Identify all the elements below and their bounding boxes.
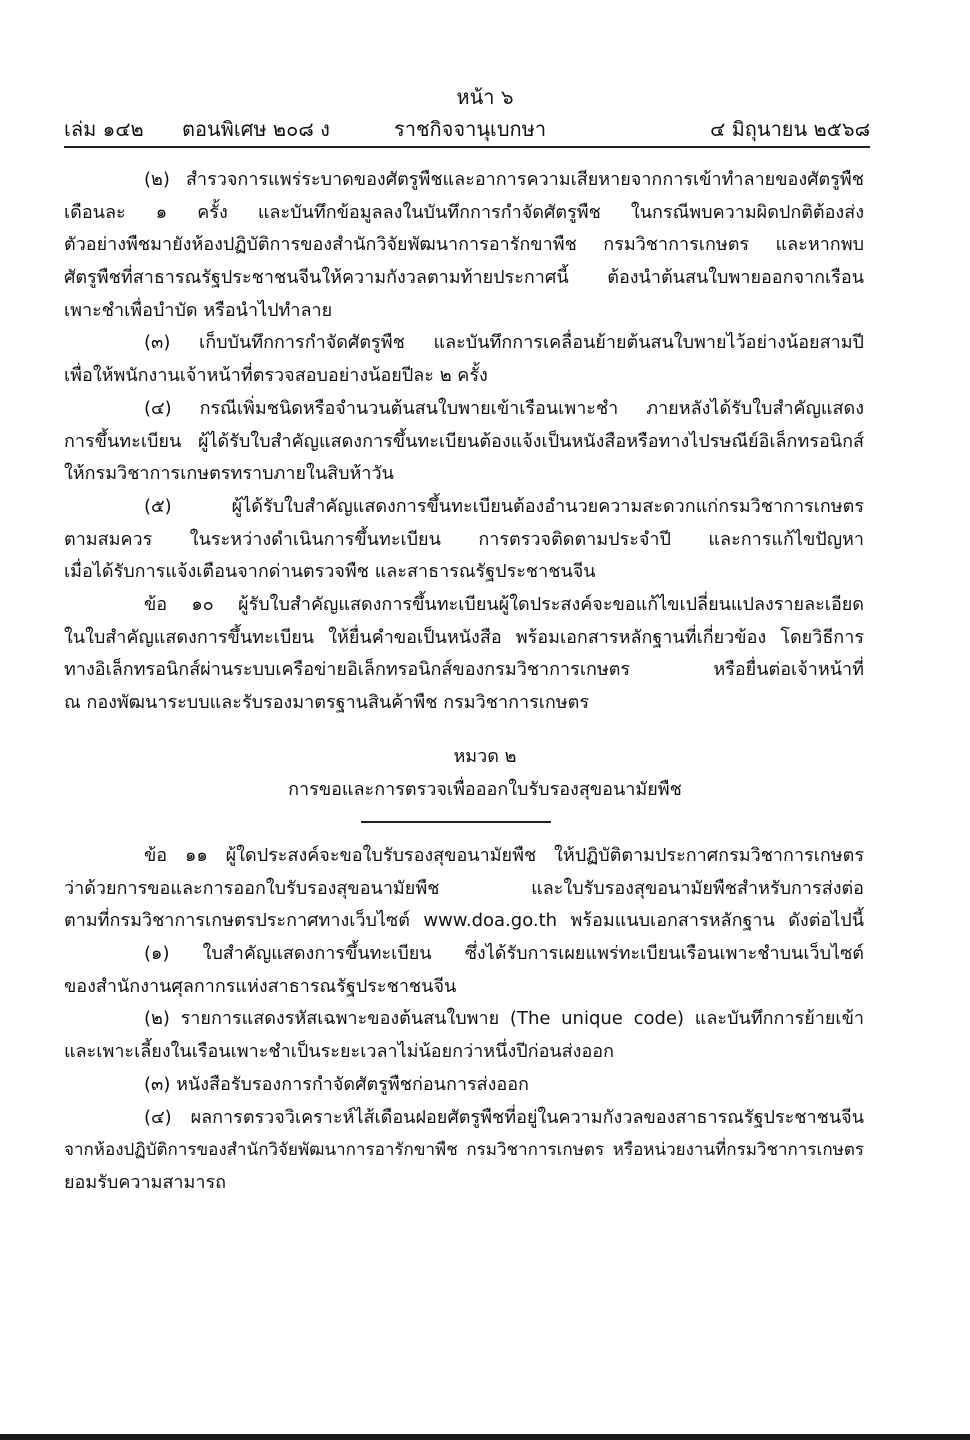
- text-line: ตามสมควร ในระหว่างดำเนินการขึ้นทะเบียน การตรวจติดตามประจำปี และการแก้ไขปัญหา: [64, 528, 864, 550]
- chapter-number: หมวด ๒: [453, 746, 517, 767]
- issue-label: ตอนพิเศษ ๒๐๘ ง: [182, 117, 330, 141]
- text-line: ข้อ ๑๐ ผู้รับใบสำคัญแสดงการขึ้นทะเบียนผู้ใดประสงค์จะขอแก้ไขเปลี่ยนแปลงรายละเอียด: [144, 593, 864, 615]
- chapter-title: การขอและการตรวจเพื่อออกใบรับรองสุขอนามัยพืช: [288, 779, 682, 800]
- text-line: (๓) หนังสือรับรองการกำจัดศัตรูพืชก่อนการส่งออก: [144, 1073, 529, 1095]
- text-line: เพาะชำเพื่อบำบัด หรือนำไปทำลาย: [64, 299, 333, 321]
- header-divider: [64, 146, 870, 148]
- text-line: (๒) สำรวจการแพร่ระบาดของศัตรูพืชและอาการความเสียหายจากการเข้าทำลายของศัตรูพืช: [144, 169, 864, 190]
- text-line: (๒) รายการแสดงรหัสเฉพาะของต้นสนใบพาย (The unique code) และบันทึกการย้ายเข้า: [144, 1008, 864, 1030]
- text-line: (๓) เก็บบันทึกการกำจัดศัตรูพืช และบันทึกการเคลื่อนย้ายต้นสนใบพายไว้อย่างน้อยสามปี: [144, 332, 864, 354]
- text-line: เดือนละ ๑ ครั้ง และบันทึกข้อมูลลงในบันทึกการกำจัดศัตรูพืช ในกรณีพบความผิดปกติต้องส่ง: [64, 201, 864, 223]
- text-line: และเพาะเลี้ยงในเรือนเพาะชำเป็นระยะเวลาไม่น้อยกว่าหนึ่งปีก่อนส่งออก: [64, 1041, 614, 1063]
- text-line: ณ กองพัฒนาระบบและรับรองมาตรฐานสินค้าพืช กรมวิชาการเกษตร: [64, 692, 590, 713]
- text-line: (๑) ใบสำคัญแสดงการขึ้นทะเบียน ซึ่งได้รับการเผยแพร่ทะเบียนเรือนเพาะชำบนเว็บไซต์: [144, 943, 864, 965]
- body-block-2: [64, 840, 864, 1200]
- text-line: ยอมรับความสามารถ: [64, 1171, 227, 1193]
- text-line: ตัวอย่างพืชมายังห้องปฏิบัติการของสำนักวิจัยพัฒนาการอารักขาพืช กรมวิชาการเกษตร และหากพบ: [64, 234, 864, 256]
- gazette-header: [64, 116, 870, 144]
- text-line: ให้กรมวิชาการเกษตรทราบภายในสิบห้าวัน: [64, 463, 394, 485]
- gazette-name: ราชกิจจานุเบกษา: [394, 117, 547, 141]
- text-line: ข้อ ๑๑ ผู้ใดประสงค์จะขอใบรับรองสุขอนามัยพืช ให้ปฏิบัติตามประกาศกรมวิชาการเกษตร: [144, 845, 864, 866]
- chapter-divider: [361, 821, 551, 823]
- text-line: เมื่อได้รับการแจ้งเตือนจากด่านตรวจพืช และสาธารณรัฐประชาชนจีน: [64, 561, 596, 583]
- text-line: (๔) กรณีเพิ่มชนิดหรือจำนวนต้นสนใบพายเข้าเรือนเพาะชำ ภายหลังได้รับใบสำคัญแสดง: [144, 397, 864, 419]
- text-line: ของสำนักงานศุลกากรแห่งสาธารณรัฐประชาชนจีน: [64, 975, 457, 997]
- volume-label: เล่ม ๑๔๒: [64, 117, 144, 141]
- text-line: ศัตรูพืชที่สาธารณรัฐประชาชนจีนให้ความกังวลตามท้ายประกาศนี้ ต้องนำต้นสนใบพายออกจากเรือน: [64, 267, 864, 289]
- text-line: ทางอิเล็กทรอนิกส์ผ่านระบบเครือข่ายอิเล็กทรอนิกส์ของกรมวิชาการเกษตร หรือยื่นต่อเจ้าหน้าที่: [64, 659, 864, 681]
- text-line: (๕) ผู้ได้รับใบสำคัญแสดงการขึ้นทะเบียนต้องอำนวยความสะดวกแก่กรมวิชาการเกษตร: [144, 495, 864, 517]
- text-line: จากห้องปฏิบัติการของสำนักวิจัยพัฒนาการอารักขาพืช กรมวิชาการเกษตร หรือหน่วยงานที่กรมวิชาการเกษตร: [64, 1140, 864, 1161]
- publication-date: ๔ มิถุนายน ๒๕๖๘: [710, 117, 870, 141]
- page-number: หน้า ๖: [456, 85, 514, 109]
- text-line: เพื่อให้พนักงานเจ้าหน้าที่ตรวจสอบอย่างน้อยปีละ ๒ ครั้ง: [64, 365, 488, 387]
- text-line: การขึ้นทะเบียน ผู้ได้รับใบสำคัญแสดงการขึ้นทะเบียนต้องแจ้งเป็นหนังสือหรือทางไปรษณีย์อิเล็กทรอนิกส์: [64, 430, 864, 452]
- text-line: ในใบสำคัญแสดงการขึ้นทะเบียน ให้ยื่นคำขอเป็นหนังสือ พร้อมเอกสารหลักฐานที่เกี่ยวข้อง โดยวิธีการ: [64, 626, 864, 648]
- text-line: ว่าด้วยการขอและการออกใบรับรองสุขอนามัยพืช และใบรับรองสุขอนามัยพืชสำหรับการส่งต่อ: [64, 877, 864, 899]
- body-block-1: [64, 164, 864, 720]
- bottom-bar: [0, 1434, 970, 1440]
- text-line: ตามที่กรมวิชาการเกษตรประกาศทางเว็บไซต์ www.doa.go.th พร้อมแนบเอกสารหลักฐาน ดังต่อไปนี้: [64, 910, 864, 932]
- text-line: (๔) ผลการตรวจวิเคราะห์ไส้เดือนฝอยศัตรูพืชที่อยู่ในความกังวลของสาธารณรัฐประชาชนจีน: [144, 1106, 864, 1128]
